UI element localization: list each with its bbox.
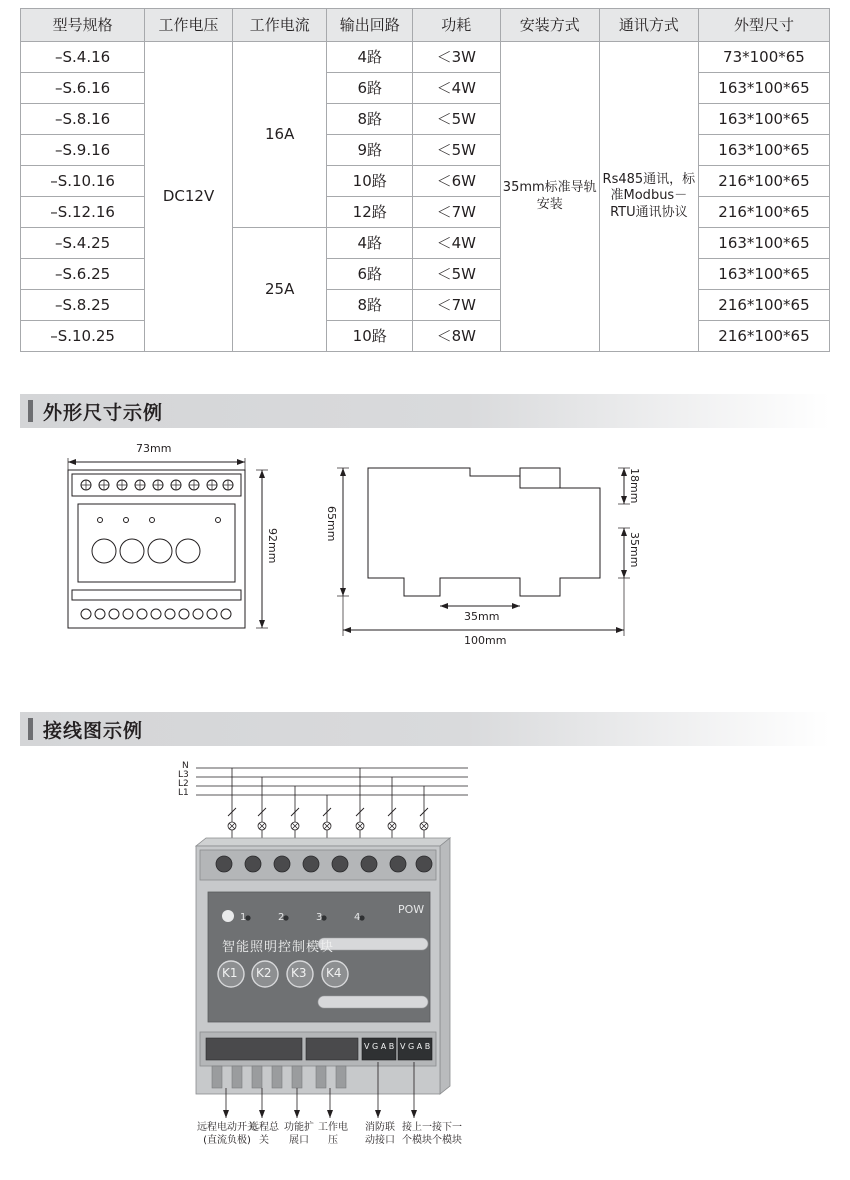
table-row <box>21 321 830 352</box>
cell-model: –S.6.16 <box>21 73 145 104</box>
callout-previous-module: 接上一个模块 <box>402 1122 432 1146</box>
col-voltage: 工作电压 <box>145 9 233 42</box>
wiring-diagram-svg <box>0 746 850 1176</box>
cell-loop: 4路 <box>327 228 412 259</box>
callout-fire-linkage: 消防联动接口 <box>365 1122 395 1146</box>
callout-expansion-port: 功能扩展口 <box>284 1122 314 1146</box>
cell-dimension: 73*100*65 <box>698 42 829 73</box>
cell-dimension: 163*100*65 <box>698 135 829 166</box>
cell-loop: 8路 <box>327 290 412 321</box>
col-comm: 通讯方式 <box>599 9 698 42</box>
cell-loop: 6路 <box>327 259 412 290</box>
cell-loop: 9路 <box>327 135 412 166</box>
channel-number-3: 3 <box>316 912 323 923</box>
table-row <box>21 290 830 321</box>
spec-table <box>20 8 830 352</box>
section-accent-bar <box>28 400 33 422</box>
channel-number-1: 1 <box>240 912 247 923</box>
cell-dimension: 163*100*65 <box>698 228 829 259</box>
table-row <box>21 228 830 259</box>
section-title: 接线图示例 <box>43 719 144 742</box>
cell-voltage: DC12V <box>145 42 233 352</box>
section-header-dimensions <box>20 394 830 428</box>
cell-loop: 6路 <box>327 73 412 104</box>
table-row <box>21 135 830 166</box>
cell-model: –S.10.25 <box>21 321 145 352</box>
phase-label-l2: L2 <box>178 779 189 789</box>
callout-remote-switch: 远程电动开关(直流负极) <box>197 1122 257 1146</box>
cell-loop: 10路 <box>327 166 412 197</box>
cell-power: ＜4W <box>412 73 500 104</box>
cell-current-16a: 16A <box>232 42 327 228</box>
cell-loop: 4路 <box>327 42 412 73</box>
table-row <box>21 197 830 228</box>
cell-model: –S.9.16 <box>21 135 145 166</box>
section-title: 外形尺寸示例 <box>43 401 164 424</box>
callout-working-voltage: 工作电压 <box>318 1122 348 1146</box>
cell-model: –S.4.25 <box>21 228 145 259</box>
table-row <box>21 104 830 135</box>
cell-model: –S.4.16 <box>21 42 145 73</box>
col-model: 型号规格 <box>21 9 145 42</box>
cell-dimension: 163*100*65 <box>698 259 829 290</box>
cell-power: ＜5W <box>412 135 500 166</box>
callout-remote-master-off: 远程总关 <box>249 1122 279 1146</box>
cell-model: –S.12.16 <box>21 197 145 228</box>
cell-dimension: 216*100*65 <box>698 166 829 197</box>
section-header-wiring <box>20 712 830 746</box>
cell-model: –S.6.25 <box>21 259 145 290</box>
cell-power: ＜7W <box>412 197 500 228</box>
col-power: 功耗 <box>412 9 500 42</box>
side-foot-label: 35mm <box>628 532 641 568</box>
section-accent-bar <box>28 718 33 740</box>
key-button-k2[interactable]: K2 <box>256 966 272 980</box>
cell-model: –S.8.16 <box>21 104 145 135</box>
cell-current-25a: 25A <box>232 228 327 352</box>
table-row <box>21 259 830 290</box>
col-mount: 安装方式 <box>500 9 599 42</box>
cell-loop: 8路 <box>327 104 412 135</box>
phase-label-l1: L1 <box>178 788 189 798</box>
side-notch-label: 18mm <box>628 468 641 504</box>
cell-model: –S.8.25 <box>21 290 145 321</box>
table-row <box>21 73 830 104</box>
col-dimension: 外型尺寸 <box>698 9 829 42</box>
cell-dimension: 216*100*65 <box>698 197 829 228</box>
cell-power: ＜5W <box>412 104 500 135</box>
key-button-k4[interactable]: K4 <box>326 966 342 980</box>
cell-power: ＜8W <box>412 321 500 352</box>
side-width-label: 100mm <box>464 634 507 647</box>
cell-dimension: 163*100*65 <box>698 73 829 104</box>
cell-loop: 12路 <box>327 197 412 228</box>
phase-label-l3: L3 <box>178 770 189 780</box>
cell-comm: Rs485通讯，标准Modbus－RTU通讯协议 <box>599 42 698 352</box>
cell-model: –S.10.16 <box>21 166 145 197</box>
dimension-drawing-svg <box>0 428 850 698</box>
side-rail-label: 35mm <box>464 610 500 623</box>
table-row <box>21 42 830 73</box>
wiring-diagram <box>0 746 850 1176</box>
table-header-row <box>21 9 830 42</box>
cell-dimension: 163*100*65 <box>698 104 829 135</box>
side-height-label: 65mm <box>325 506 338 542</box>
cell-power: ＜5W <box>412 259 500 290</box>
cell-dimension: 216*100*65 <box>698 290 829 321</box>
cell-power: ＜3W <box>412 42 500 73</box>
col-loop: 输出回路 <box>327 9 412 42</box>
channel-number-2: 2 <box>278 912 285 923</box>
col-current: 工作电流 <box>232 9 327 42</box>
port-group-1: V G A B <box>364 1042 395 1051</box>
dimension-drawing <box>0 428 850 698</box>
key-button-k3[interactable]: K3 <box>291 966 307 980</box>
cell-power: ＜4W <box>412 228 500 259</box>
table-row <box>21 166 830 197</box>
cell-loop: 10路 <box>327 321 412 352</box>
front-width-label: 73mm <box>136 442 172 455</box>
port-group-2: V G A B <box>400 1042 431 1051</box>
cell-power: ＜6W <box>412 166 500 197</box>
front-height-label: 92mm <box>266 528 279 564</box>
channel-number-4: 4 <box>354 912 361 923</box>
device-title: 智能照明控制模块 <box>222 940 335 955</box>
cell-dimension: 216*100*65 <box>698 321 829 352</box>
phase-label-n: N <box>182 761 189 771</box>
key-button-k1[interactable]: K1 <box>222 966 238 980</box>
pow-indicator-label: POW <box>398 903 425 916</box>
cell-power: ＜7W <box>412 290 500 321</box>
callout-next-module: 接下一个模块 <box>432 1122 462 1146</box>
cell-mount: 35mm标准导轨安装 <box>500 42 599 352</box>
spec-table-container <box>0 0 850 352</box>
